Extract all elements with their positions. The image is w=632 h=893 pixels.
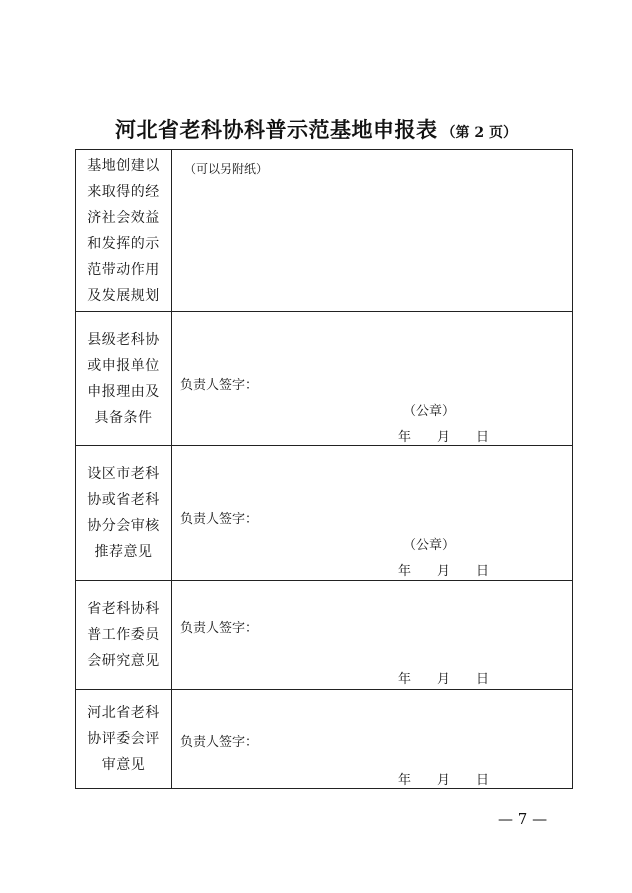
form-row-jury-opinion <box>76 690 573 789</box>
form-row-county-application <box>76 312 573 446</box>
date-month: 月 <box>437 672 451 687</box>
signature-label: 负责人签字： <box>180 378 259 393</box>
signature-label: 负责人签字： <box>180 621 259 636</box>
date-year: 年 <box>398 564 412 579</box>
date-line <box>398 769 489 788</box>
date-month: 月 <box>437 564 451 579</box>
date-year: 年 <box>398 773 412 788</box>
date-day: 日 <box>476 564 490 579</box>
date-day: 日 <box>476 672 490 687</box>
page-title <box>0 114 632 144</box>
attachment-note: （可以另附纸） <box>184 162 269 176</box>
jury-opinion-cell[interactable] <box>172 690 573 789</box>
row-label: 县级老科协或申报单位申报理由及具备条件 <box>87 331 160 426</box>
row-label: 基地创建以来取得的经济社会效益和发挥的示范带动作用及发展规划 <box>87 157 160 304</box>
row-label: 设区市老科协或省老科协分会审核推荐意见 <box>87 466 160 560</box>
official-seal-label: （公章） <box>403 538 456 553</box>
committee-opinion-cell[interactable] <box>172 581 573 690</box>
application-form-table <box>75 149 573 789</box>
row-label-cell <box>76 312 172 446</box>
county-opinion-cell[interactable] <box>172 312 573 446</box>
date-day: 日 <box>476 430 490 445</box>
form-row-committee-opinion <box>76 581 573 690</box>
form-title: 河北省老科协科普示范基地申报表 <box>115 117 438 142</box>
row-label-cell <box>76 690 172 789</box>
row-label: 河北省老科协评委会评审意见 <box>87 705 160 773</box>
date-line <box>398 560 489 579</box>
row-label: 省老科协科普工作委员会研究意见 <box>87 601 160 669</box>
date-day: 日 <box>476 773 490 788</box>
row-label-cell <box>76 150 172 312</box>
date-year: 年 <box>398 672 412 687</box>
date-month: 月 <box>437 773 451 788</box>
page-indicator: （第 2 页） <box>441 125 517 141</box>
form-row-city-review <box>76 446 573 581</box>
page-number: — 7 — <box>498 810 548 828</box>
form-row-benefits <box>76 150 573 312</box>
date-line <box>398 668 489 687</box>
city-opinion-cell[interactable] <box>172 446 573 581</box>
date-year: 年 <box>398 430 412 445</box>
benefits-content-cell[interactable] <box>172 150 573 312</box>
row-label-cell <box>76 446 172 581</box>
official-seal-label: （公章） <box>403 404 456 419</box>
signature-label: 负责人签字： <box>180 735 259 750</box>
row-label-cell <box>76 581 172 690</box>
date-month: 月 <box>437 430 451 445</box>
date-line <box>398 426 489 445</box>
signature-label: 负责人签字： <box>180 512 259 527</box>
